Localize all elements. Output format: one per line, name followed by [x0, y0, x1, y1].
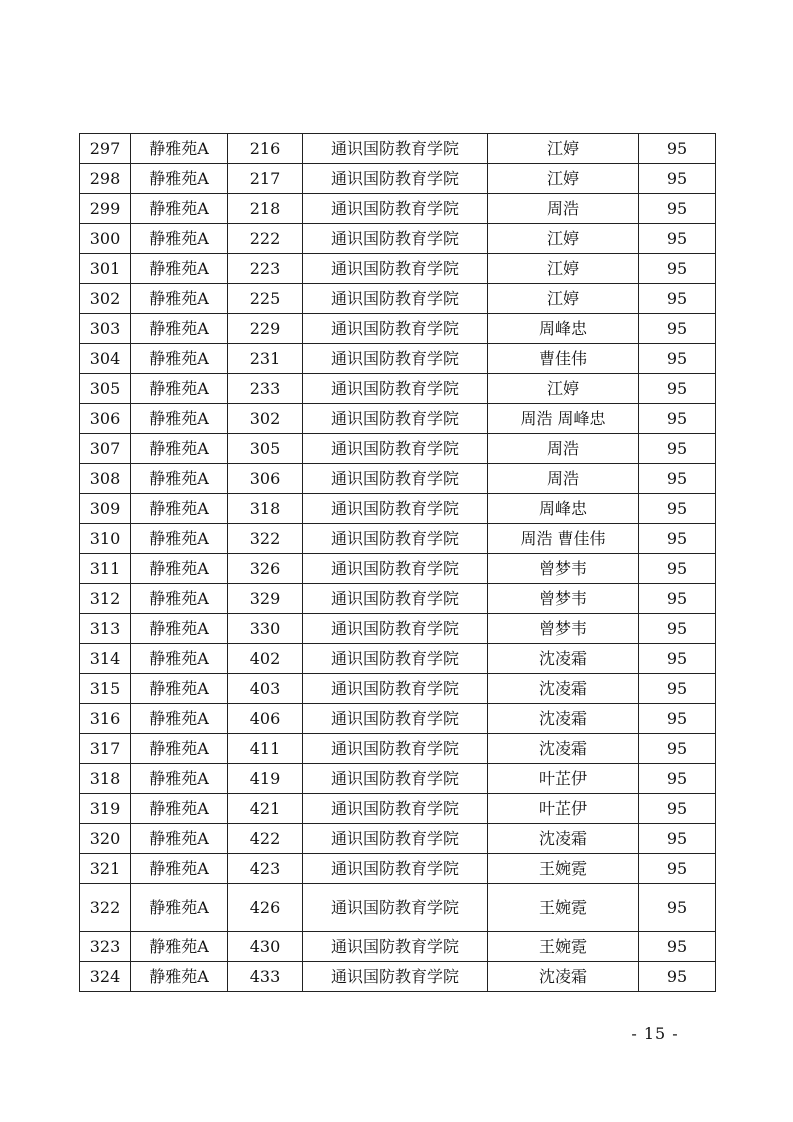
building-cell: 静雅苑A: [131, 584, 228, 614]
building-cell: 静雅苑A: [131, 644, 228, 674]
teacher-cell: 沈凌霜: [488, 644, 639, 674]
building-cell: 静雅苑A: [131, 194, 228, 224]
college-cell: 通识国防教育学院: [303, 764, 488, 794]
score-cell: 95: [639, 734, 716, 764]
room-number-cell: 419: [228, 764, 303, 794]
table-row: [80, 224, 716, 254]
score-cell: 95: [639, 344, 716, 374]
building-cell: 静雅苑A: [131, 434, 228, 464]
row-number-cell: 324: [80, 962, 131, 992]
score-cell: 95: [639, 854, 716, 884]
college-cell: 通识国防教育学院: [303, 134, 488, 164]
room-number-cell: 329: [228, 584, 303, 614]
room-number-cell: 433: [228, 962, 303, 992]
college-cell: 通识国防教育学院: [303, 344, 488, 374]
room-number-cell: 216: [228, 134, 303, 164]
table-row: [80, 494, 716, 524]
table-row: [80, 314, 716, 344]
building-cell: 静雅苑A: [131, 764, 228, 794]
score-cell: 95: [639, 614, 716, 644]
room-number-cell: 430: [228, 932, 303, 962]
teacher-cell: 沈凌霜: [488, 704, 639, 734]
score-cell: 95: [639, 884, 716, 932]
row-number-cell: 318: [80, 764, 131, 794]
score-cell: 95: [639, 254, 716, 284]
table-row: [80, 254, 716, 284]
building-cell: 静雅苑A: [131, 164, 228, 194]
building-cell: 静雅苑A: [131, 524, 228, 554]
teacher-cell: 周峰忠: [488, 494, 639, 524]
score-cell: 95: [639, 932, 716, 962]
teacher-cell: 沈凌霜: [488, 962, 639, 992]
teacher-cell: 王婉霓: [488, 854, 639, 884]
score-cell: 95: [639, 374, 716, 404]
college-cell: 通识国防教育学院: [303, 464, 488, 494]
building-cell: 静雅苑A: [131, 464, 228, 494]
table-row: [80, 824, 716, 854]
college-cell: 通识国防教育学院: [303, 644, 488, 674]
building-cell: 静雅苑A: [131, 824, 228, 854]
score-cell: 95: [639, 644, 716, 674]
room-number-cell: 426: [228, 884, 303, 932]
room-number-cell: 422: [228, 824, 303, 854]
teacher-cell: 江婷: [488, 284, 639, 314]
room-number-cell: 222: [228, 224, 303, 254]
building-cell: 静雅苑A: [131, 962, 228, 992]
room-number-cell: 411: [228, 734, 303, 764]
score-cell: 95: [639, 164, 716, 194]
building-cell: 静雅苑A: [131, 314, 228, 344]
table-row: [80, 614, 716, 644]
row-number-cell: 317: [80, 734, 131, 764]
score-cell: 95: [639, 284, 716, 314]
table-row: [80, 374, 716, 404]
teacher-cell: 沈凌霜: [488, 734, 639, 764]
teacher-cell: 周浩: [488, 434, 639, 464]
room-number-cell: 231: [228, 344, 303, 374]
row-number-cell: 301: [80, 254, 131, 284]
teacher-cell: 沈凌霜: [488, 824, 639, 854]
room-number-cell: 318: [228, 494, 303, 524]
room-number-cell: 403: [228, 674, 303, 704]
college-cell: 通识国防教育学院: [303, 524, 488, 554]
college-cell: 通识国防教育学院: [303, 314, 488, 344]
building-cell: 静雅苑A: [131, 494, 228, 524]
teacher-cell: 江婷: [488, 224, 639, 254]
room-number-cell: 302: [228, 404, 303, 434]
room-number-cell: 326: [228, 554, 303, 584]
room-number-cell: 406: [228, 704, 303, 734]
building-cell: 静雅苑A: [131, 704, 228, 734]
row-number-cell: 299: [80, 194, 131, 224]
row-number-cell: 312: [80, 584, 131, 614]
score-cell: 95: [639, 224, 716, 254]
row-number-cell: 300: [80, 224, 131, 254]
table-row: [80, 764, 716, 794]
teacher-cell: 周浩: [488, 464, 639, 494]
score-cell: 95: [639, 404, 716, 434]
table-row: [80, 524, 716, 554]
table-row: [80, 344, 716, 374]
row-number-cell: 319: [80, 794, 131, 824]
room-number-cell: 402: [228, 644, 303, 674]
room-number-cell: 322: [228, 524, 303, 554]
college-cell: 通识国防教育学院: [303, 824, 488, 854]
teacher-cell: 王婉霓: [488, 932, 639, 962]
college-cell: 通识国防教育学院: [303, 404, 488, 434]
table-row: [80, 794, 716, 824]
teacher-cell: 叶芷伊: [488, 794, 639, 824]
table-row: [80, 194, 716, 224]
building-cell: 静雅苑A: [131, 554, 228, 584]
row-number-cell: 323: [80, 932, 131, 962]
row-number-cell: 309: [80, 494, 131, 524]
teacher-cell: 曾梦韦: [488, 614, 639, 644]
row-number-cell: 314: [80, 644, 131, 674]
score-cell: 95: [639, 194, 716, 224]
college-cell: 通识国防教育学院: [303, 494, 488, 524]
score-cell: 95: [639, 464, 716, 494]
row-number-cell: 313: [80, 614, 131, 644]
row-number-cell: 298: [80, 164, 131, 194]
table-body: [80, 134, 716, 992]
table-row: [80, 854, 716, 884]
college-cell: 通识国防教育学院: [303, 554, 488, 584]
college-cell: 通识国防教育学院: [303, 884, 488, 932]
teacher-cell: 江婷: [488, 134, 639, 164]
table-row: [80, 134, 716, 164]
row-number-cell: 302: [80, 284, 131, 314]
score-cell: 95: [639, 524, 716, 554]
building-cell: 静雅苑A: [131, 404, 228, 434]
room-number-cell: 223: [228, 254, 303, 284]
teacher-cell: 周峰忠: [488, 314, 639, 344]
room-number-cell: 225: [228, 284, 303, 314]
page-number: - 15 -: [631, 1024, 679, 1043]
college-cell: 通识国防教育学院: [303, 614, 488, 644]
score-cell: 95: [639, 764, 716, 794]
row-number-cell: 303: [80, 314, 131, 344]
room-number-cell: 305: [228, 434, 303, 464]
room-number-cell: 218: [228, 194, 303, 224]
college-cell: 通识国防教育学院: [303, 854, 488, 884]
building-cell: 静雅苑A: [131, 854, 228, 884]
room-number-cell: 217: [228, 164, 303, 194]
building-cell: 静雅苑A: [131, 734, 228, 764]
college-cell: 通识国防教育学院: [303, 224, 488, 254]
row-number-cell: 306: [80, 404, 131, 434]
row-number-cell: 310: [80, 524, 131, 554]
score-cell: 95: [639, 494, 716, 524]
teacher-cell: 叶芷伊: [488, 764, 639, 794]
room-number-cell: 330: [228, 614, 303, 644]
building-cell: 静雅苑A: [131, 224, 228, 254]
teacher-cell: 江婷: [488, 164, 639, 194]
college-cell: 通识国防教育学院: [303, 932, 488, 962]
building-cell: 静雅苑A: [131, 932, 228, 962]
building-cell: 静雅苑A: [131, 674, 228, 704]
building-cell: 静雅苑A: [131, 344, 228, 374]
row-number-cell: 297: [80, 134, 131, 164]
room-number-cell: 229: [228, 314, 303, 344]
row-number-cell: 307: [80, 434, 131, 464]
score-cell: 95: [639, 704, 716, 734]
college-cell: 通识国防教育学院: [303, 164, 488, 194]
inspection-score-table: [79, 133, 716, 992]
teacher-cell: 曾梦韦: [488, 554, 639, 584]
table-row: [80, 464, 716, 494]
row-number-cell: 304: [80, 344, 131, 374]
room-number-cell: 421: [228, 794, 303, 824]
table-row: [80, 932, 716, 962]
college-cell: 通识国防教育学院: [303, 194, 488, 224]
college-cell: 通识国防教育学院: [303, 794, 488, 824]
table-row: [80, 284, 716, 314]
teacher-cell: 王婉霓: [488, 884, 639, 932]
table-row: [80, 584, 716, 614]
room-number-cell: 306: [228, 464, 303, 494]
teacher-cell: 周浩: [488, 194, 639, 224]
table-row: [80, 644, 716, 674]
college-cell: 通识国防教育学院: [303, 734, 488, 764]
building-cell: 静雅苑A: [131, 794, 228, 824]
building-cell: 静雅苑A: [131, 134, 228, 164]
table-row: [80, 404, 716, 434]
row-number-cell: 320: [80, 824, 131, 854]
building-cell: 静雅苑A: [131, 884, 228, 932]
college-cell: 通识国防教育学院: [303, 674, 488, 704]
room-number-cell: 233: [228, 374, 303, 404]
score-cell: 95: [639, 434, 716, 464]
row-number-cell: 308: [80, 464, 131, 494]
table-row: [80, 704, 716, 734]
college-cell: 通识国防教育学院: [303, 704, 488, 734]
teacher-cell: 曾梦韦: [488, 584, 639, 614]
row-number-cell: 311: [80, 554, 131, 584]
teacher-cell: 曹佳伟: [488, 344, 639, 374]
score-cell: 95: [639, 584, 716, 614]
row-number-cell: 315: [80, 674, 131, 704]
table-row: [80, 434, 716, 464]
teacher-cell: 周浩 周峰忠: [488, 404, 639, 434]
college-cell: 通识国防教育学院: [303, 962, 488, 992]
row-number-cell: 305: [80, 374, 131, 404]
score-cell: 95: [639, 554, 716, 584]
building-cell: 静雅苑A: [131, 284, 228, 314]
teacher-cell: 周浩 曹佳伟: [488, 524, 639, 554]
teacher-cell: 江婷: [488, 374, 639, 404]
table-row: [80, 554, 716, 584]
college-cell: 通识国防教育学院: [303, 434, 488, 464]
score-cell: 95: [639, 674, 716, 704]
building-cell: 静雅苑A: [131, 254, 228, 284]
teacher-cell: 江婷: [488, 254, 639, 284]
table-row: [80, 164, 716, 194]
table-row: [80, 734, 716, 764]
building-cell: 静雅苑A: [131, 614, 228, 644]
table-row: [80, 884, 716, 932]
row-number-cell: 322: [80, 884, 131, 932]
table-row: [80, 962, 716, 992]
table-row: [80, 674, 716, 704]
room-number-cell: 423: [228, 854, 303, 884]
teacher-cell: 沈凌霜: [488, 674, 639, 704]
score-cell: 95: [639, 824, 716, 854]
college-cell: 通识国防教育学院: [303, 374, 488, 404]
score-cell: 95: [639, 962, 716, 992]
building-cell: 静雅苑A: [131, 374, 228, 404]
college-cell: 通识国防教育学院: [303, 584, 488, 614]
college-cell: 通识国防教育学院: [303, 254, 488, 284]
row-number-cell: 316: [80, 704, 131, 734]
row-number-cell: 321: [80, 854, 131, 884]
score-cell: 95: [639, 314, 716, 344]
college-cell: 通识国防教育学院: [303, 284, 488, 314]
score-cell: 95: [639, 134, 716, 164]
score-cell: 95: [639, 794, 716, 824]
